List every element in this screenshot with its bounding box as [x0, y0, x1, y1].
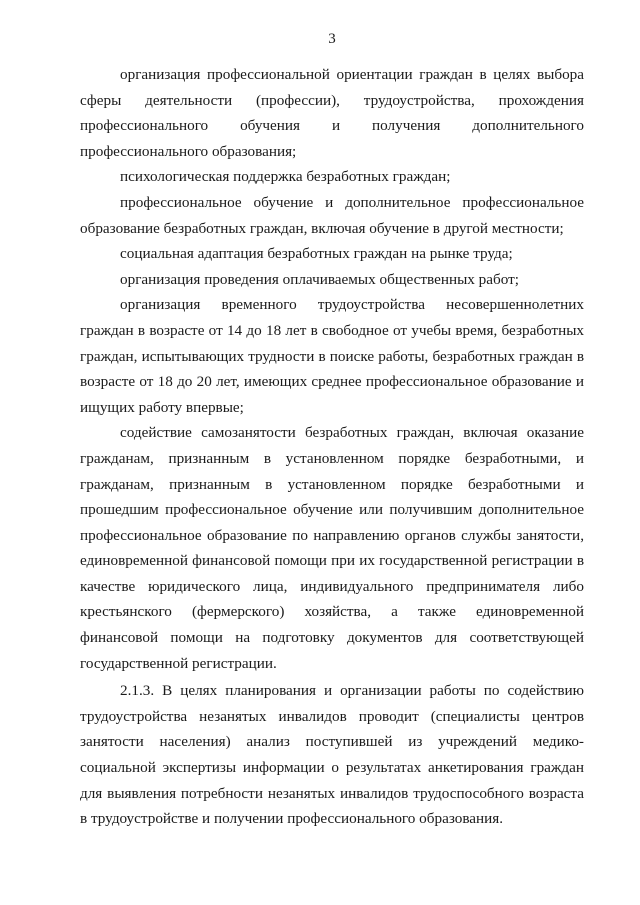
page-number: 3	[328, 31, 336, 47]
paragraph-vocational-training: профессиональное обучение и дополнительное профессиональное образование безработных граждан, включая обучение в другой местности;	[80, 193, 584, 237]
paragraph-career-guidance: организация профессиональной ориентации граждан в целях выбора сферы деятельности (профессии), трудоустройства, прохождения профессионального обучения и получения дополнительного профессионального образования;	[80, 66, 584, 160]
paragraph-psychological-support: психологическая поддержка безработных граждан;	[120, 168, 451, 186]
paragraph-temporary-employment: организация временного трудоустройства несовершеннолетних граждан в возрасте от 14 до 18 лет в свободное от учебы время, безработных граждан, испытывающих трудности в поиске работы, безработных граждан в возрасте от 18 до 20 лет, имеющих среднее профессиональное образование и ищущих работу впервые;	[80, 296, 584, 416]
paragraph-social-adaptation: социальная адаптация безработных граждан на рынке труда;	[120, 245, 513, 263]
paragraph-self-employment: содействие самозанятости безработных граждан, включая оказание гражданам, признанным в установленном порядке безработными, и гражданам, признанным в установленном порядке безработными и прошедшим профессиональное обучение или получившим дополнительное профессиональное образование по направлению органов службы занятости, единовременной финансовой помощи при их государственной регистрации в качестве юридического лица, индивидуального предпринимателя либо крестьянского (фермерского) хозяйства, а также единовременной финансовой помощи на подготовку документов для соответствующей государственной регистрации.	[80, 424, 584, 672]
paragraph-public-works: организация проведения оплачиваемых общественных работ;	[120, 270, 519, 288]
paragraph-section-2-1-3: 2.1.3. В целях планирования и организации работы по содействию трудоустройства незанятых инвалидов проводит (специалисты центров занятости населения) анализ поступившей из учреждений медико-социальной экспертизы информации о результатах анкетирования граждан для выявления потребности незанятых инвалидов трудоспособного возраста в трудоустройстве и получении профессионального образования.	[80, 682, 584, 828]
